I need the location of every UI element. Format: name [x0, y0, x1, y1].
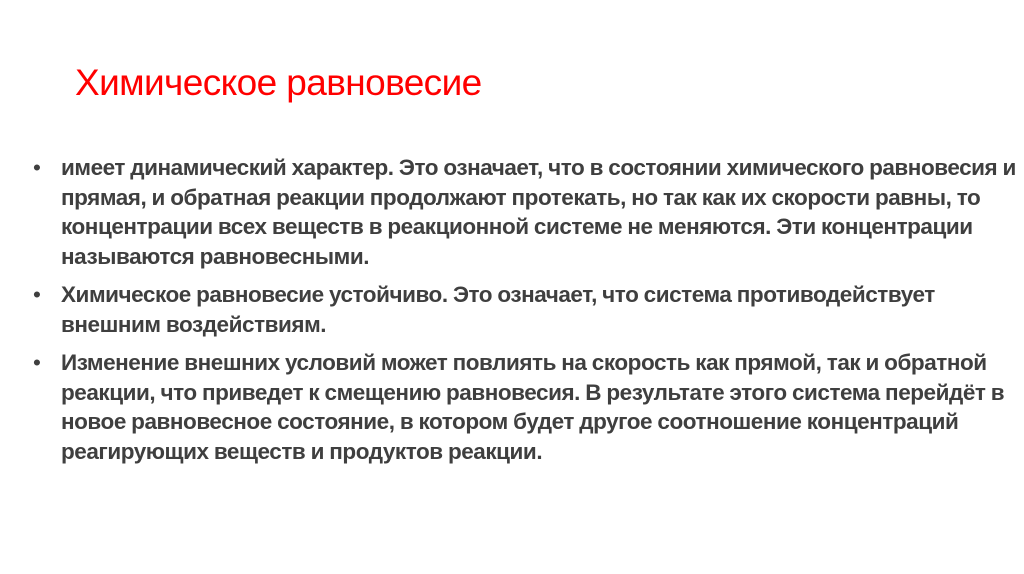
bullet-dot-icon: •	[33, 155, 41, 180]
bullet-dot-icon: •	[33, 350, 41, 375]
slide-title: Химическое равновесие	[75, 62, 482, 103]
bullet-text-1: имеет динамический характер. Это означает, что в состоянии химического равновесия и прямая, и обратная реакции продолжают протекать, но так как их скорости равны, то концентрации всех веществ в реакционной системе не меняются. Эти концентрации называются равновесными.	[61, 155, 1016, 269]
bullet-item-1	[33, 153, 1018, 271]
bullet-list	[33, 153, 1018, 475]
bullet-item-2	[33, 280, 1018, 339]
bullet-text-2: Химическое равновесие устойчиво. Это означает, что система противодействует внешним воздействиям.	[61, 282, 935, 337]
bullet-dot-icon: •	[33, 282, 41, 307]
bullet-text-3: Изменение внешних условий может повлиять на скорость как прямой, так и обратной реакции, что приведет к смещению равновесия. В результате этого система перейдёт в новое равновесное состояние, в котором будет другое соотношение концентраций реагирующих веществ и продуктов реакции.	[61, 350, 1005, 464]
bullet-item-3	[33, 348, 1018, 466]
